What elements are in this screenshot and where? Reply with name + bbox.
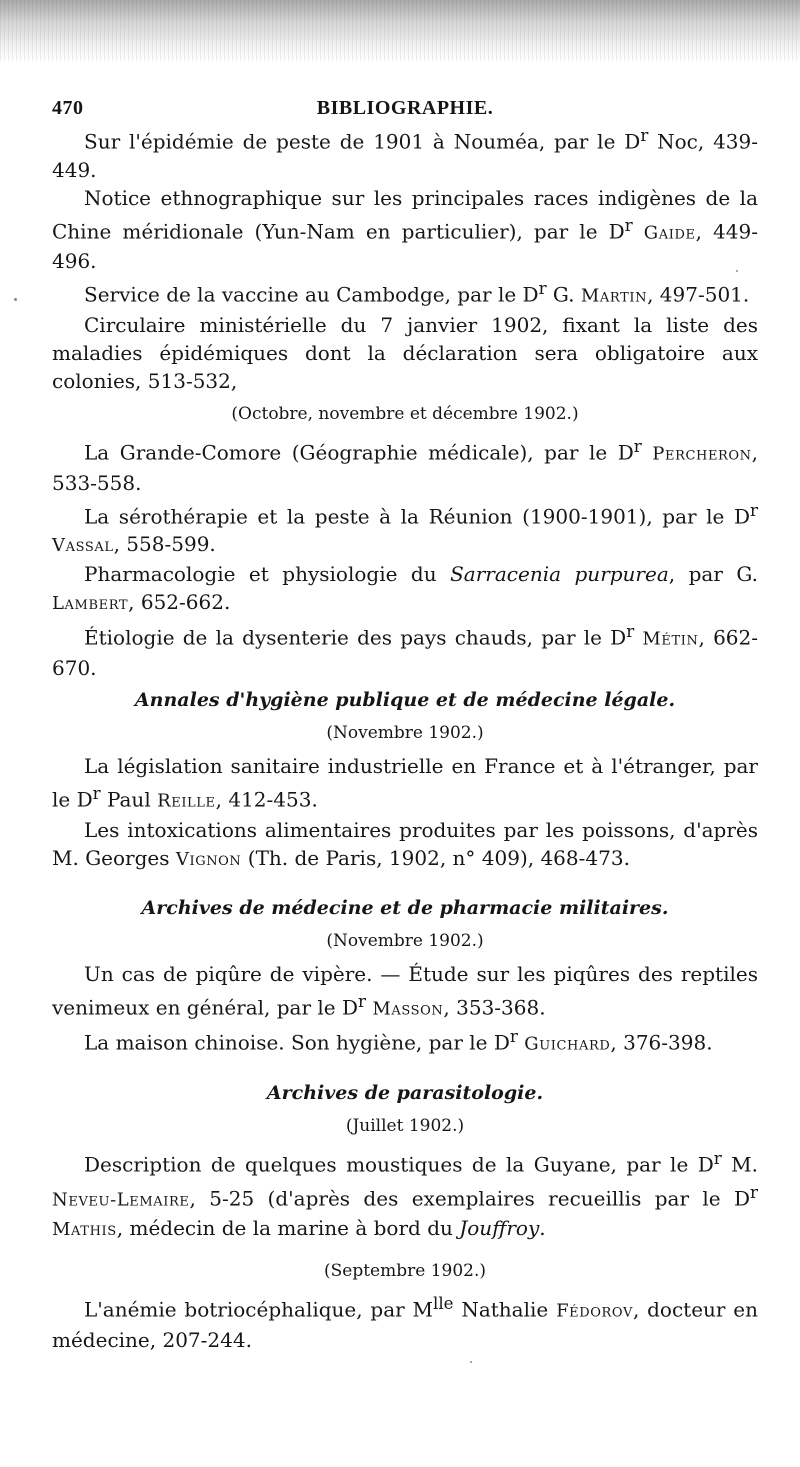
bibliography-entry: Circulaire ministérielle du 7 janvier 1902, fixant la liste des maladies épidémiques dont la déclaration sera obligatoire aux colonies, 513-532,: [52, 312, 758, 393]
bibliography-entry: Service de la vaccine au Cambodge, par le $D^r$ G. Martin, 497-501.: [84, 279, 750, 307]
bibliography-entry: Étiologie de la dysenterie des pays chauds, par le $D^r$ Métin, 662-670.: [52, 622, 758, 680]
journal-title: Archives de médecine et de pharmacie militaires.: [141, 896, 669, 919]
scan-speck: [470, 1361, 472, 1363]
issue-date: (Novembre 1902.): [326, 930, 484, 951]
bibliography-entry: Description de quelques moustiques de la Guyane, par le $D^r$ M. Neveu-Lemaire, 5-25 (d'après des exemplaires recueillis par le $D^r$ Mathis, médecin de la marine à bord du Jouffroy.: [52, 1148, 758, 1241]
entries-group-2: [52, 433, 758, 682]
author-name: Lambert: [52, 593, 129, 615]
author-name: Masson: [372, 998, 444, 1020]
author-name: Gaide: [643, 222, 696, 244]
author-name: Neveu-Lemaire: [52, 1189, 190, 1211]
species-name: Sarracenia purpurea: [450, 562, 669, 587]
author-name: Métin: [642, 628, 699, 650]
page-number: 470: [52, 97, 84, 119]
entries-group-3: [52, 752, 758, 874]
author-name: Reille: [157, 790, 216, 812]
scan-speck: [736, 270, 738, 272]
bibliography-entry: Sur l'épidémie de peste de 1901 à Nouméa, par le $D^r$ Noc, 439-449.: [52, 126, 759, 182]
bibliography-entry: Les intoxications alimentaires produites par les poissons, d'après M. Georges Vignon (Th. de Paris, 1902, n° 409), 468-473.: [52, 817, 758, 870]
bibliography-entry: Notice ethnographique sur les principales races indigènes de la Chine méridionale (Yun-Nam en particulier), par le $D^r$ Gaide, 449-496.: [52, 185, 758, 274]
entries-group-4: [52, 960, 758, 1059]
bibliography-entry: Pharmacologie et physiologie du Sarracenia purpurea, par G. Lambert, 652-662.: [52, 562, 759, 615]
bibliography-entry: L'anémie botriocéphalique, par $M^{lle}$ Nathalie Fédorov, docteur en médecine, 207-244.: [52, 1294, 758, 1352]
author-name: Fédorov: [556, 1300, 633, 1322]
author-name: Vassal: [52, 535, 114, 557]
spacer: [52, 1059, 758, 1075]
author-name: Guichard: [524, 1033, 611, 1055]
issue-date: (Novembre 1902.): [326, 722, 484, 743]
spacer: [52, 1244, 758, 1252]
page-header: [52, 88, 758, 122]
entries-group-1: [52, 122, 758, 395]
entries-group-6: [52, 1290, 758, 1354]
issue-date: (Juillet 1902.): [345, 1115, 465, 1136]
page-scan-top-edge: [0, 0, 800, 62]
author-name: Vignon: [175, 848, 242, 870]
author-name: Percheron: [652, 443, 752, 465]
running-title: BIBLIOGRAPHIE.: [316, 97, 494, 119]
journal-title: Archives de parasitologie.: [266, 1081, 544, 1104]
issue-date: (Septembre 1902.): [323, 1261, 486, 1282]
author-name: Mathis: [52, 1219, 117, 1241]
journal-title: Annales d'hygiène publique et de médecine légale.: [134, 688, 676, 711]
book-page: [52, 88, 758, 1354]
bibliography-entry: La maison chinoise. Son hygiène, par le $D^r$ Guichard, 376-398.: [84, 1027, 713, 1055]
bibliography-entry: Un cas de piqûre de vipère. — Étude sur les piqûres des reptiles venimeux en général, par le $D^r$ Masson, 353-368.: [52, 961, 758, 1020]
bibliography-entry: La sérothérapie et la peste à la Réunion (1900-1901), par le $D^r$ Vassal, 558-599.: [52, 500, 758, 557]
issue-date: (Octobre, novembre et décembre 1902.): [231, 403, 579, 424]
spacer: [52, 874, 758, 890]
author-name: Martin: [580, 285, 648, 307]
scan-speck: [14, 298, 17, 301]
bibliography-entry: La législation sanitaire industrielle en France et à l'étranger, par le $D^r$ Paul Reille, 412-453.: [52, 753, 758, 812]
entries-group-5: [52, 1145, 758, 1244]
bibliography-entry: La Grande-Comore (Géographie médicale), par le $D^r$ Percheron, 533-558.: [52, 436, 759, 495]
ship-name: Jouffroy: [459, 1216, 540, 1241]
